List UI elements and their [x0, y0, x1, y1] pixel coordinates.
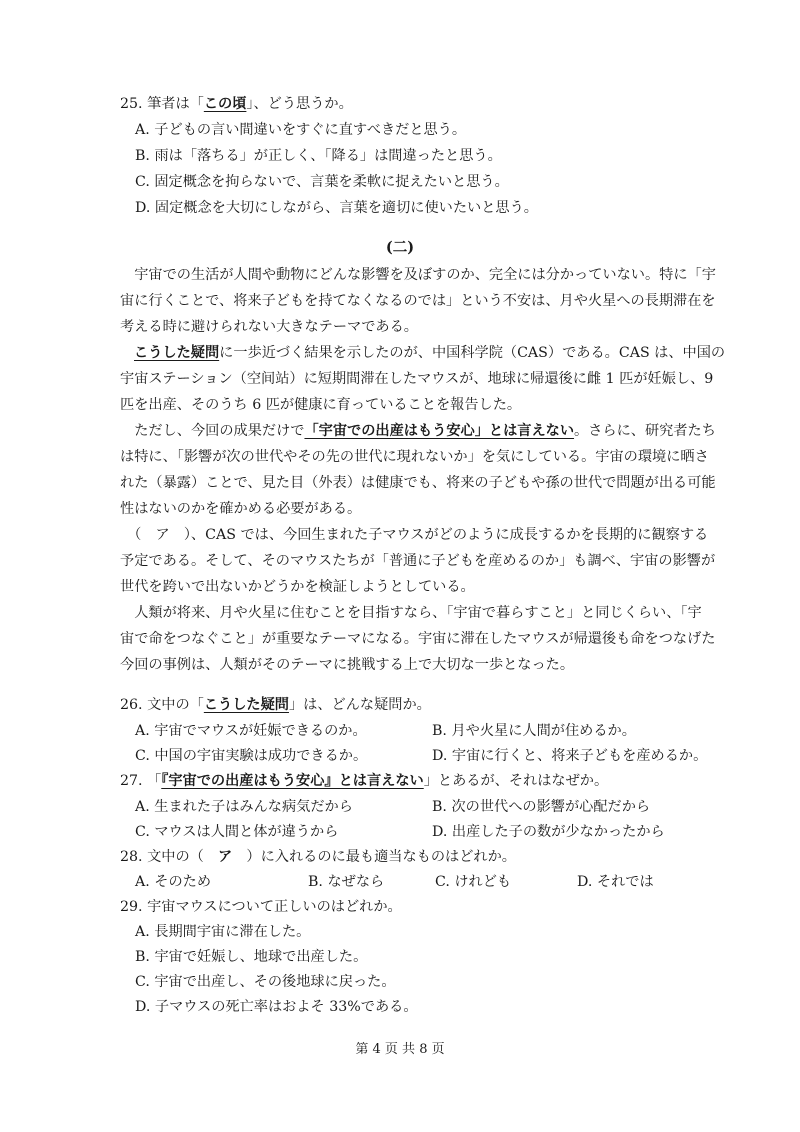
q26-emphasis: こうした疑問 — [203, 697, 289, 713]
passage-p3-line1 — [120, 421, 716, 441]
passage-p1-line1: 宇宙での生活が人間や動物にどんな影響を及ぼすのか、完全には分かっていない。特に「宇 — [120, 267, 716, 283]
passage-p5-line3: 今回の事例は、人類がそのテーマに挑戦する上で大切な一歩となった。 — [120, 657, 575, 673]
passage-p3-line3: れた（暴露）ことで、見た目（外表）は健康でも、将来の子どもや孫の世代で問題が出る可能 — [120, 475, 716, 491]
q28-stem-pre: 28. 文中の（ — [120, 849, 219, 865]
q25-option-c: C. 固定概念を拘らないで、言葉を柔軟に捉えたいと思う。 — [135, 174, 509, 190]
q25-option-a: A. 子どもの言い間違いをすぐに直すべきだと思う。 — [135, 122, 467, 138]
passage-p3-line4: 性はないのかを確かめる必要がある。 — [120, 501, 362, 517]
q25-stem-pre: 25. 筆者は「 — [120, 96, 204, 112]
passage-p4-line2: 予定である。そして、そのマウスたちが「普通に子どもを産めるのか」も調べ、宇宙の影響が — [120, 553, 716, 569]
q28-option-c: C. けれども — [435, 874, 512, 890]
q26-option-c: C. 中国の宇宙実験は成功できるか。 — [135, 748, 368, 764]
passage-p1-line2: 宙に行くことで、将来子どもを持てなくなるのでは」という不安は、月や火星への長期滞在を — [120, 293, 716, 309]
q26-option-b: B. 月や火星に人間が住めるか。 — [432, 723, 636, 739]
q27-option-d: D. 出産した子の数が少なかったから — [432, 824, 665, 840]
passage-emphasis-kouhita-gimon: こうした疑問 — [134, 345, 220, 361]
q25-option-b: B. 雨は「落ちる」が正しく、「降る」は間違ったと思う。 — [135, 148, 502, 164]
q28-option-b: B. なぜなら — [308, 874, 385, 890]
q28-option-a: A. そのため — [135, 874, 212, 890]
passage-p3-pre: ただし、今回の成果だけで — [120, 423, 305, 439]
q29-option-a: A. 長期間宇宙に滞在した。 — [135, 924, 311, 940]
q29-option-b: B. 宇宙で妊娠し、地球で出産した。 — [135, 949, 368, 965]
passage-p4-line3: 世代を跨いで出ないかどうかを検証しようとしている。 — [120, 579, 475, 595]
question-28-stem — [120, 847, 516, 867]
q29-option-c: C. 宇宙で出産し、その後地球に戻った。 — [135, 974, 396, 990]
passage-p3-post: 。さらに、研究者たち — [574, 423, 716, 439]
q25-emphasis: この頃 — [203, 96, 247, 112]
q28-emphasis: ア — [218, 849, 233, 865]
passage-emphasis-anshin: 「宇宙での出産はもう安心」とは言えない — [304, 423, 575, 439]
q27-stem-post: 」とあるが、それはなぜか。 — [423, 773, 609, 789]
q26-option-a: A. 宇宙でマウスが妊娠できるのか。 — [135, 723, 367, 739]
q25-stem-post: 」、どう思うか。 — [246, 96, 353, 112]
passage-p5-line2: 宙で命をつなぐこと」が重要なテーマになる。宇宙に滞在したマウスが帰還後も命をつなげた — [120, 631, 716, 647]
passage-p2-line1-rest: に一歩近づく結果を示したのが、中国科学院（CAS）である。CAS は、中国の — [219, 345, 726, 361]
passage-p2-line2: 宇宙ステーション（空间站）に短期間滞在したマウスが、地球に帰還後に雌 1 匹が妊娠し、9 — [120, 371, 714, 387]
q25-option-d: D. 固定概念を大切にしながら、言葉を適切に使いたいと思う。 — [135, 200, 538, 216]
section-title: (二) — [385, 239, 415, 256]
q26-stem-pre: 26. 文中の「 — [120, 697, 204, 713]
q27-option-c: C. マウスは人間と体が違うから — [135, 824, 339, 840]
passage-p2-line3: 匹を出産、そのうち 6 匹が健康に育っていることを報告した。 — [120, 397, 522, 413]
passage-p3-line2: は特に、「影響が次の世代やその先の世代に現れないか」を気にしている。宇宙の環境に晒さ — [120, 449, 709, 465]
question-25-stem — [120, 94, 353, 114]
page-number-footer: 第 4 页 共 8 页 — [355, 1042, 445, 1057]
q29-option-d: D. 子マウスの死亡率はおよそ 33%である。 — [135, 999, 418, 1015]
q26-option-d: D. 宇宙に行くと、将来子どもを産めるか。 — [432, 748, 708, 764]
q28-option-d: D. それでは — [577, 874, 654, 890]
passage-p4-line1: （ ア ）、CAS では、今回生まれた子マウスがどのように成長するかを長期的に観察する — [120, 527, 709, 543]
question-27-stem — [120, 771, 608, 791]
passage-p1-line3: 考える時に避けられない大きなテーマである。 — [120, 319, 418, 335]
q26-stem-post: 」は、どんな疑問か。 — [288, 697, 431, 713]
q28-stem-post: ）に入れるのに最も適当なものはどれか。 — [232, 849, 516, 865]
q27-stem-pre: 27. 「 — [120, 773, 162, 789]
passage-p2-line1 — [134, 343, 725, 363]
question-26-stem — [120, 695, 431, 715]
q27-option-a: A. 生まれた子はみんな病気だから — [135, 799, 353, 815]
passage-p5-line1: 人類が将来、月や火星に住むことを目指すなら、「宇宙で暮らすこと」と同じくらい、「宇 — [120, 605, 702, 621]
question-29-stem: 29. 宇宙マウスについて正しいのはどれか。 — [120, 899, 402, 915]
q27-option-b: B. 次の世代への影響が心配だから — [432, 799, 651, 815]
q27-emphasis: 『宇宙での出産はもう安心』とは言えない — [161, 773, 424, 789]
